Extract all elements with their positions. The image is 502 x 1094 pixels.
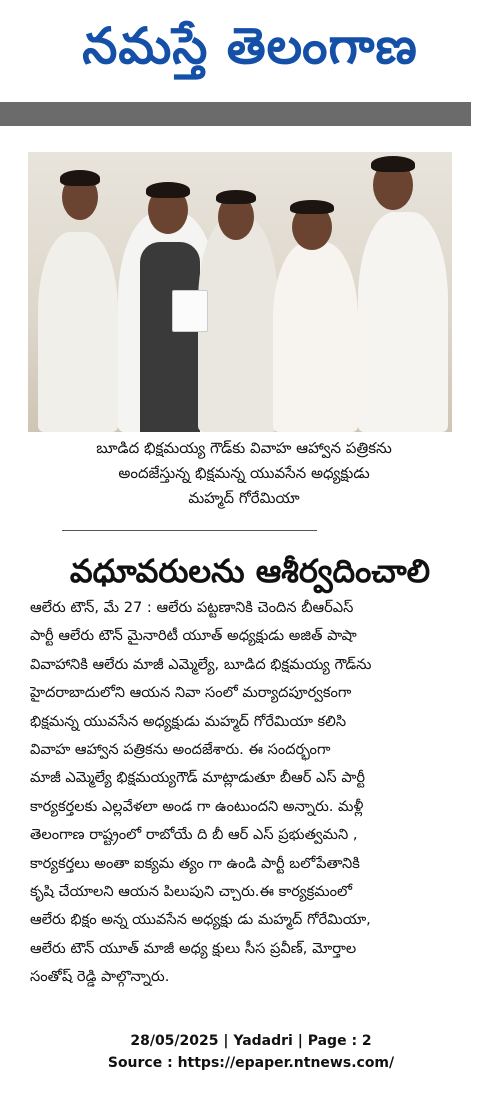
invitation-card bbox=[172, 290, 208, 332]
body-line: పార్టీ ఆలేరు టౌన్ మైనారిటీ యూత్ అధ్యక్షుడు అజిత్ పాషా bbox=[30, 627, 357, 645]
body-line: వివాహ ఆహ్వాన పత్రికను అందజేశారు. ఈ సందర్భంగా bbox=[30, 741, 331, 759]
body-line: ఆలేరు టౌన్, మే 27 : ఆలేరు పట్టణానికి చెందిన బీఆర్‌ఎస్ bbox=[30, 599, 354, 616]
photo-caption bbox=[24, 436, 464, 511]
caption-line: బూడిద భిక్షమయ్య గౌడ్‌కు వివాహ ఆహ్వాన పత్రికను bbox=[96, 439, 392, 457]
person-3 bbox=[198, 217, 278, 432]
article-body bbox=[30, 594, 470, 992]
body-line: సంతోష్ రెడ్డి పాల్గొన్నారు. bbox=[30, 968, 170, 986]
body-line: కార్యకర్తలు అంతా ఐక్యమ త్యం గా ఉండి పార్టీ బలోపేతానికి bbox=[30, 854, 360, 872]
body-line: కార్యకర్తలకు ఎల్లవేళలా అండ గా ఉంటుందని అన్నారు. మళ్లీ bbox=[30, 797, 364, 815]
body-line: భిక్షమన్న యువసేన అధ్యక్షుడు మహ్మద్ గోరేమియా కలిసి bbox=[30, 712, 347, 730]
footer-dateline: 28/05/2025 | Yadadri | Page : 2 bbox=[130, 1033, 372, 1049]
caption-line: మహ్మద్ గోరేమియా bbox=[188, 489, 300, 507]
person-1-hair bbox=[60, 170, 100, 186]
body-line: ఆలేరు భిక్షం అన్న యువసేన అధ్యక్షు డు మహ్మద్ గోరేమియా, bbox=[30, 911, 371, 929]
body-line: మాజీ ఎమ్మెల్యే భిక్షమయ్యగౌడ్ మాట్లాడుతూ బీఆర్ ఎస్ పార్టీ bbox=[30, 769, 366, 787]
body-line: వివాహానికి ఆలేరు మాజీ ఎమ్మెల్యే, బూడిద భిక్షమయ్య గౌడ్‌ను bbox=[30, 655, 372, 673]
masthead-bar bbox=[0, 102, 471, 126]
caption-line: అందజేస్తున్న భిక్షమన్న యువసేన అధ్యక్షుడు bbox=[118, 464, 370, 482]
news-photo bbox=[28, 152, 452, 432]
body-line: హైదరాబాదులోని ఆయన నివా సంలో మర్యాదపూర్వకంగా bbox=[30, 684, 352, 702]
person-4 bbox=[273, 242, 358, 432]
body-line: తెలంగాణ రాష్ట్రంలో రాబోయే ది బీ ఆర్ ఎస్ ప్రభుత్వమని , bbox=[30, 826, 358, 844]
newspaper-title: నమస్తే తెలంగాణ bbox=[82, 17, 418, 75]
person-2-hair bbox=[146, 182, 190, 198]
body-line: కృషి చేయాలని ఆయన పిలుపుని చ్చారు.ఈ కార్యక్రమంలో bbox=[30, 883, 353, 901]
person-3-hair bbox=[216, 190, 256, 204]
person-4-hair bbox=[290, 200, 334, 214]
body-line: ఆలేరు టౌన్ యూత్ మాజీ అధ్య క్షులు సీస ప్రవీణ్, మోర్తాల bbox=[30, 939, 357, 957]
footer-source[interactable]: Source : https://epaper.ntnews.com/ bbox=[107, 1055, 395, 1071]
person-5 bbox=[358, 212, 448, 432]
person-2-shawl bbox=[140, 242, 200, 432]
page-footer bbox=[0, 1030, 502, 1074]
masthead bbox=[0, 0, 502, 100]
person-5-hair bbox=[371, 156, 415, 172]
article-headline: వధూవరులను ఆశీర్వదించాలి bbox=[69, 552, 431, 590]
person-1 bbox=[38, 232, 118, 432]
caption-divider bbox=[62, 530, 317, 531]
